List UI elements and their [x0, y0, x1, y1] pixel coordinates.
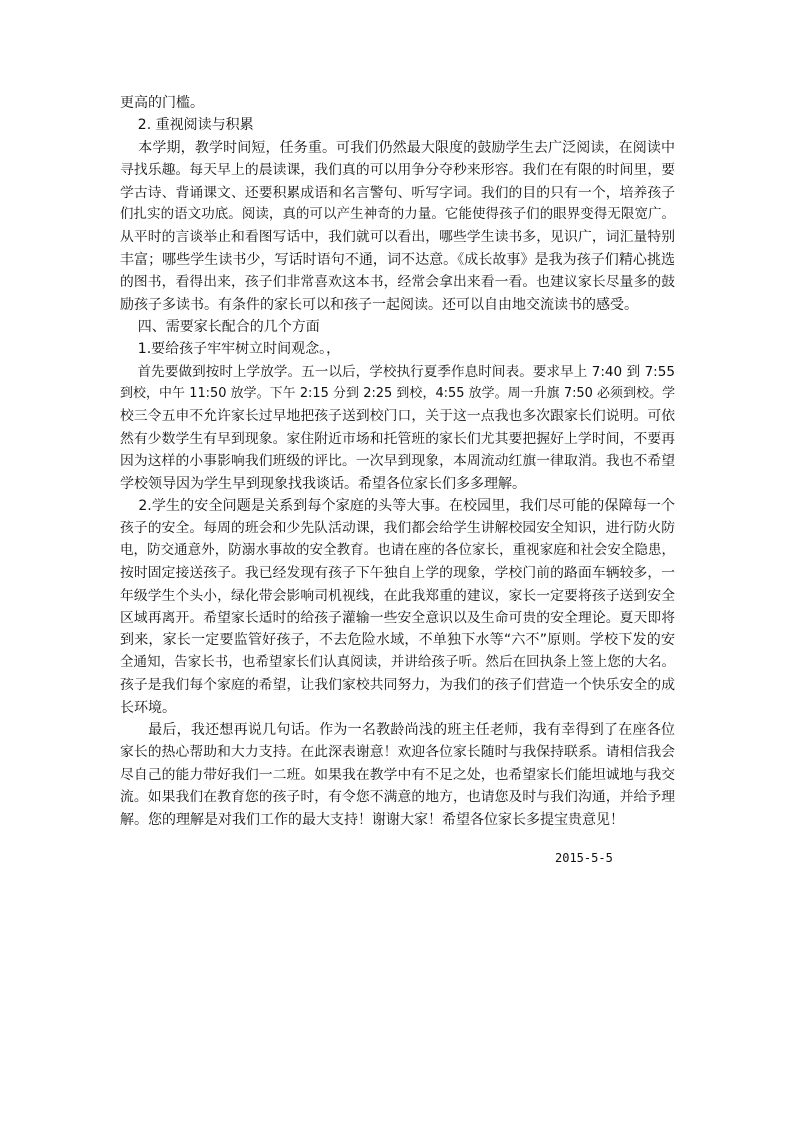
- document-line: 最后，我还想再说几句话。作为一名教龄尚浅的班主任老师，我有幸得到了在座各位: [120, 721, 675, 738]
- document-line: 年级学生个头小，绿化带会影响司机视线，在此我郑重的建议，家长一定要将孩子送到安全: [120, 587, 675, 604]
- document-line: 到校，中午 11:50 放学。下午 2:15 分到 2:25 到校，4:55 放学。周一升旗 7:50 必须到校。学: [120, 386, 675, 402]
- document-line: 解。您的理解是对我们工作的最大支持！谢谢大家！希望各位家长多提宝贵意见！: [120, 811, 624, 828]
- document-line: 电，防交通意外，防溺水事故的安全教育。也请在座的各位家长，重视家庭和社会安全隐患，: [120, 542, 675, 558]
- document-line: 学古诗、背诵课文、还要积累成语和名言警句、听写字词。我们的目的只有一个，培养孩子: [120, 184, 675, 201]
- document-line: 因为这样的小事影响我们班级的评比。一次早到现象，本周流动红旗一律取消。我也不希望: [120, 453, 675, 470]
- document-line: 区域再离开。希望家长适时的给孩子灌输一些安全意识以及生命可贵的安全理论。夏天即将: [120, 609, 675, 626]
- document-line: 丰富；哪些学生读书少，写话时语句不通，词不达意。《成长故事》是我为孩子们精心挑选: [120, 251, 675, 268]
- document-line: 全通知，告家长书，也希望家长们认真阅读，并讲给孩子听。然后在回执条上签上您的大名。: [120, 654, 675, 670]
- document-line: 家长的热心帮助和大力支持。在此深表谢意！欢迎各位家长随时与我保持联系。请相信我会: [120, 744, 675, 761]
- document-line: 的图书，看得出来，孩子们非常喜欢这本书，经常会拿出来看一看。也建议家长尽量多的鼓: [120, 274, 675, 291]
- document-line: 本学期，教学时间短，任务重。可我们仍然最大限度的鼓励学生去广泛阅读，在阅读中: [120, 139, 675, 156]
- document-line: 们扎实的语文功底。阅读，真的可以产生神奇的力量。它能使得孩子们的眼界变得无限宽广。: [120, 206, 675, 222]
- document-line: 按时固定接送孩子。我已经发现有孩子下午独自上学的现象，学校门前的路面车辆较多，一: [120, 565, 675, 582]
- document-line: 更高的门槛。: [120, 95, 204, 111]
- document-date: 2015-5-5: [555, 851, 613, 865]
- document-line: 到来，家长一定要监管好孩子，不去危险水域，不单独下水等“六不”原则。学校下发的安: [120, 632, 675, 649]
- document-body: [120, 92, 675, 831]
- document-line: 四、需要家长配合的几个方面: [120, 318, 320, 335]
- document-line: 学校领导因为学生早到现象找我谈话。希望各位家长们多多理解。: [120, 475, 526, 492]
- document-line: 孩子的安全。每周的班会和少先队活动课，我们都会给学生讲解校园安全知识，进行防火防: [120, 520, 675, 537]
- document-line: 校三令五申不允许家长过早地把孩子送到校门口，关于这一点我也多次跟家长们说明。可依: [120, 408, 675, 425]
- document-line: 1.要给孩子牢牢树立时间观念。，: [120, 341, 341, 358]
- document-line: 从平时的言谈举止和看图写话中，我们就可以看出，哪些学生读书多，见识广，词汇量特别: [120, 229, 675, 246]
- document-line: 然有少数学生有早到现象。家住附近市场和托管班的家长们尤其要把握好上学时间，不要再: [120, 430, 675, 447]
- document-line: 长环境。: [120, 699, 176, 716]
- document-line: 首先要做到按时上学放学。五一以后，学校执行夏季作息时间表。要求早上 7:40 到 7:55: [120, 363, 675, 380]
- document-line: 2.学生的安全问题是关系到每个家庭的头等大事。在校园里，我们尽可能的保障每一个: [120, 498, 675, 515]
- document-line: 寻找乐趣。每天早上的晨读课，我们真的可以用争分夺秒来形容。我们在有限的时间里，要: [120, 162, 675, 179]
- document-line: 2. 重视阅读与积累: [120, 117, 254, 134]
- document-line: 尽自己的能力带好我们一二班。如果我在教学中有不足之处，也希望家长们能坦诚地与我交: [120, 766, 675, 783]
- document-line: 励孩子多读书。有条件的家长可以和孩子一起阅读。还可以自由地交流读书的感受。: [120, 296, 638, 313]
- document-line: 孩子是我们每个家庭的希望，让我们家校共同努力，为我们的孩子们营造一个快乐安全的成: [120, 677, 675, 694]
- document-line: 流。如果我们在教育您的孩子时，有令您不满意的地方，也请您及时与我们沟通，并给予理: [120, 789, 675, 806]
